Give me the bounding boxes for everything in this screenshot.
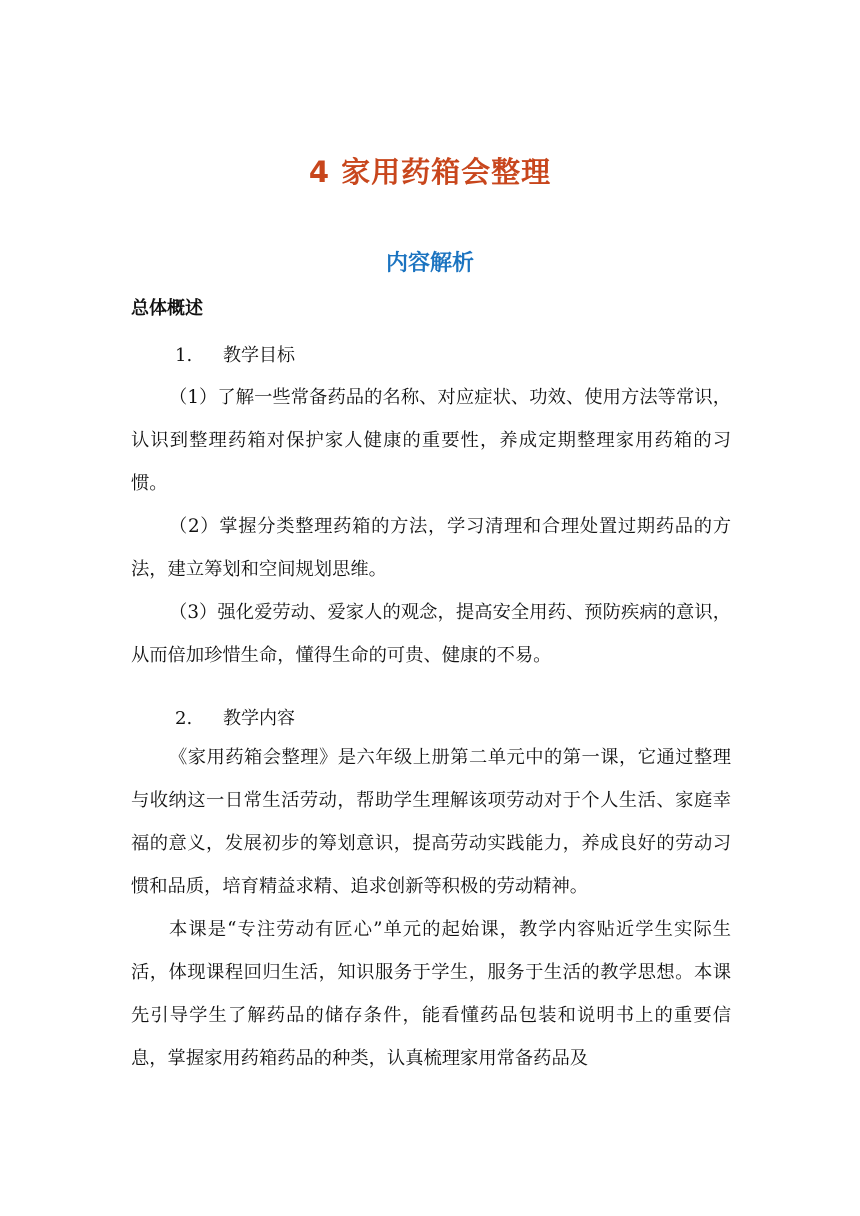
item-number: 2. [175,708,193,729]
section-heading: 总体概述 [131,298,203,319]
document-subtitle: 内容解析 [385,251,474,276]
item-number: 1. [175,345,193,366]
item-label: 教学目标 [223,345,295,366]
paragraph-goal-2: （2）掌握分类整理药箱的方法，学习清理和合理处置过期药品的方法，建立筹划和空间规划思维。 [131,516,731,580]
item-label: 教学内容 [223,708,295,729]
numbered-item-2 [175,704,295,730]
paragraph-content-2: 本课是“专注劳动有匠心”单元的起始课，教学内容贴近学生实际生活，体现课程回归生活，知识服务于学生，服务于生活的教学思想。本课先引导学生了解药品的储存条件，能看懂药品包装和说明书上的重要信息，掌握家用药箱药品的种类，认真梳理家用常备药品及 [131,919,731,1069]
paragraph-goal-3: （3）强化爱劳动、爱家人的观念，提高安全用药、预防疾病的意识，从而倍加珍惜生命，懂得生命的可贵、健康的不易。 [131,602,731,666]
numbered-item-1 [175,341,295,367]
paragraph-content-1: 《家用药箱会整理》是六年级上册第二单元中的第一课，它通过整理与收纳这一日常生活劳动，帮助学生理解该项劳动对于个人生活、家庭幸福的意义，发展初步的筹划意识，提高劳动实践能力，养成良好的劳动习惯和品质，培育精益求精、追求创新等积极的劳动精神。 [131,747,731,897]
paragraph-goal-1: （1）了解一些常备药品的名称、对应症状、功效、使用方法等常识，认识到整理药箱对保护家人健康的重要性，养成定期整理家用药箱的习惯。 [131,387,731,494]
document-title: 4 家用药箱会整理 [308,155,552,189]
